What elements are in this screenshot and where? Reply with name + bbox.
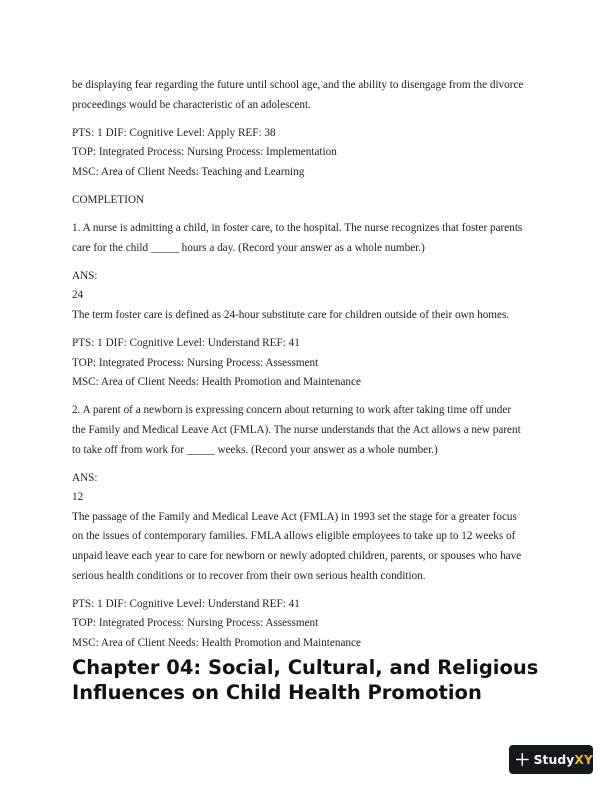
meta-pts: PTS: 1 DIF: Cognitive Level: Understand REF: 41 xyxy=(72,337,300,350)
answer-block-1 xyxy=(72,267,542,326)
question-text-line: care for the child _____ hours a day. (Record your answer as a whole number.) xyxy=(72,241,425,254)
section-heading xyxy=(72,191,542,211)
question-text-line: to take off from work for _____ weeks. (Record your answer as a whole number.) xyxy=(72,443,438,456)
brand-accent: XY xyxy=(574,752,593,767)
question-text-line: 1. A nurse is admitting a child, in foster care, to the hospital. The nurse recognizes that foster parents xyxy=(72,222,523,235)
meta-top: TOP: Integrated Process: Nursing Process: Assessment xyxy=(72,356,319,369)
meta-msc: MSC: Area of Client Needs: Health Promotion and Maintenance xyxy=(72,376,361,389)
text-line: proceedings would be characteristic of an adolescent. xyxy=(72,98,311,111)
meta-msc: MSC: Area of Client Needs: Health Promotion and Maintenance xyxy=(72,636,361,649)
question-text-line: 2. A parent of a newborn is expressing concern about returning to work after taking time off under xyxy=(72,404,512,417)
intro-paragraph xyxy=(72,76,542,115)
question-2 xyxy=(72,401,542,460)
plus-icon xyxy=(516,753,529,766)
answer-label: ANS: xyxy=(72,471,98,484)
text-line: be displaying fear regarding the future until school age, and the ability to disengage from the divorce xyxy=(72,79,524,91)
rationale-line: serious health conditions or to recover from their own serious health condition. xyxy=(72,569,426,582)
rationale-line: The passage of the Family and Medical Leave Act (FMLA) in 1993 set the stage for a greater focus xyxy=(72,510,517,523)
chapter-title-line: Influences on Child Health Promotion xyxy=(72,680,482,704)
brand-text xyxy=(534,753,593,767)
answer-block-2 xyxy=(72,469,542,587)
question-meta xyxy=(72,124,542,183)
studyxy-badge[interactable] xyxy=(509,745,593,774)
question-text-line: the Family and Medical Leave Act (FMLA). The nurse understands that the Act allows a new parent xyxy=(72,423,521,436)
brand-main: Study xyxy=(533,752,575,767)
meta-pts: PTS: 1 DIF: Cognitive Level: Apply REF: 38 xyxy=(72,126,276,139)
answer-value: 12 xyxy=(72,491,84,504)
meta-top: TOP: Integrated Process: Nursing Process: Assessment xyxy=(72,617,319,630)
answer-value: 24 xyxy=(72,289,84,302)
chapter-title xyxy=(72,656,542,705)
question-1 xyxy=(72,219,542,258)
rationale-line: unpaid leave each year to care for newborn or newly adopted children, parents, or spouses who have xyxy=(72,549,522,562)
document-body xyxy=(72,76,542,662)
meta-msc: MSC: Area of Client Needs: Teaching and Learning xyxy=(72,165,305,178)
meta-pts: PTS: 1 DIF: Cognitive Level: Understand REF: 41 xyxy=(72,597,300,610)
section-heading-text: COMPLETION xyxy=(72,193,145,206)
question-meta xyxy=(72,334,542,393)
rationale-line: on the issues of contemporary families. FMLA allows eligible employees to take up to 12 weeks of xyxy=(72,530,516,543)
answer-label: ANS: xyxy=(72,269,98,282)
question-meta xyxy=(72,595,542,654)
meta-top: TOP: Integrated Process: Nursing Process: Implementation xyxy=(72,146,337,159)
chapter-title-line: Chapter 04: Social, Cultural, and Religious xyxy=(72,656,539,679)
rationale-line: The term foster care is defined as 24-hour substitute care for children outside of their own homes. xyxy=(72,308,510,321)
